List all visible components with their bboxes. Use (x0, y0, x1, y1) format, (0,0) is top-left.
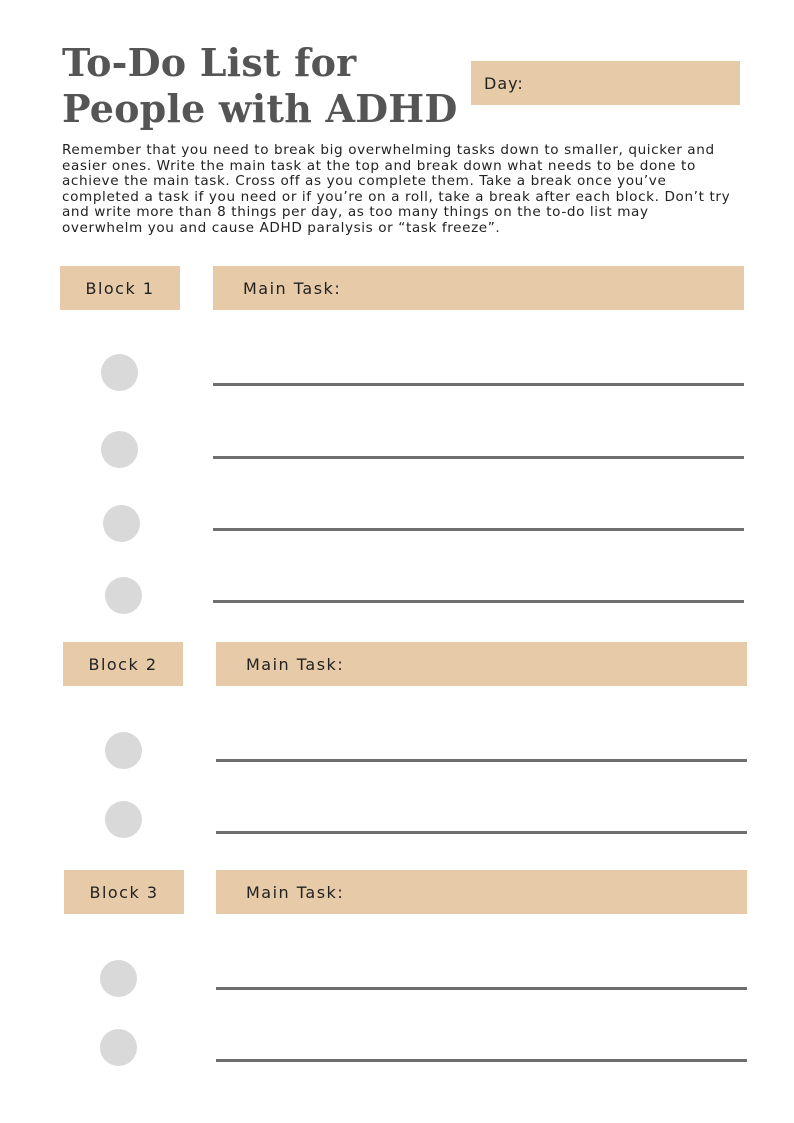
block-3-main-task-label: Main Task: (246, 882, 345, 902)
block-1-checkbox-4[interactable] (105, 577, 142, 614)
block-2-checkbox-1[interactable] (105, 732, 142, 769)
block-1-task-line-4[interactable] (213, 600, 744, 603)
page-title-line-2: People with ADHD (62, 86, 458, 131)
block-1-task-line-1[interactable] (213, 383, 744, 386)
day-field[interactable] (471, 61, 740, 105)
block-3-checkbox-1[interactable] (100, 960, 137, 997)
block-1-task-line-2[interactable] (213, 456, 744, 459)
block-2-label: Block 2 (63, 642, 183, 686)
block-1-checkbox-1[interactable] (101, 354, 138, 391)
block-2-checkbox-2[interactable] (105, 801, 142, 838)
block-1-main-task-label: Main Task: (243, 278, 342, 298)
page-title (62, 40, 458, 132)
block-2-main-task-label: Main Task: (246, 654, 345, 674)
block-2-task-line-1[interactable] (216, 759, 747, 762)
page-title-line-1: To-Do List for (62, 40, 357, 85)
day-label: Day: (484, 73, 524, 93)
block-3-checkbox-2[interactable] (100, 1029, 137, 1066)
block-3-task-line-1[interactable] (216, 987, 747, 990)
block-2-main-task-field[interactable] (216, 642, 747, 686)
block-3-task-line-2[interactable] (216, 1059, 747, 1062)
block-1-checkbox-3[interactable] (103, 505, 140, 542)
block-2-task-line-2[interactable] (216, 831, 747, 834)
block-1-label: Block 1 (60, 266, 180, 310)
block-3-label: Block 3 (64, 870, 184, 914)
block-1-main-task-field[interactable] (213, 266, 744, 310)
block-1-task-line-3[interactable] (213, 528, 744, 531)
block-3-main-task-field[interactable] (216, 870, 747, 914)
intro-paragraph: Remember that you need to break big overwhelming tasks down to smaller, quicker and easier ones. Write the main task at the top and break down what needs to be done to achieve the main task. Cross off as you complete them. Take a break once you’ve completed a task if you need or if you’re on a roll, take a break after each block. Don’t try and write more than 8 things per day, as too many things on the to-do list may overwhelm you and cause ADHD paralysis or “task freeze”. (62, 142, 731, 236)
block-1-checkbox-2[interactable] (101, 431, 138, 468)
